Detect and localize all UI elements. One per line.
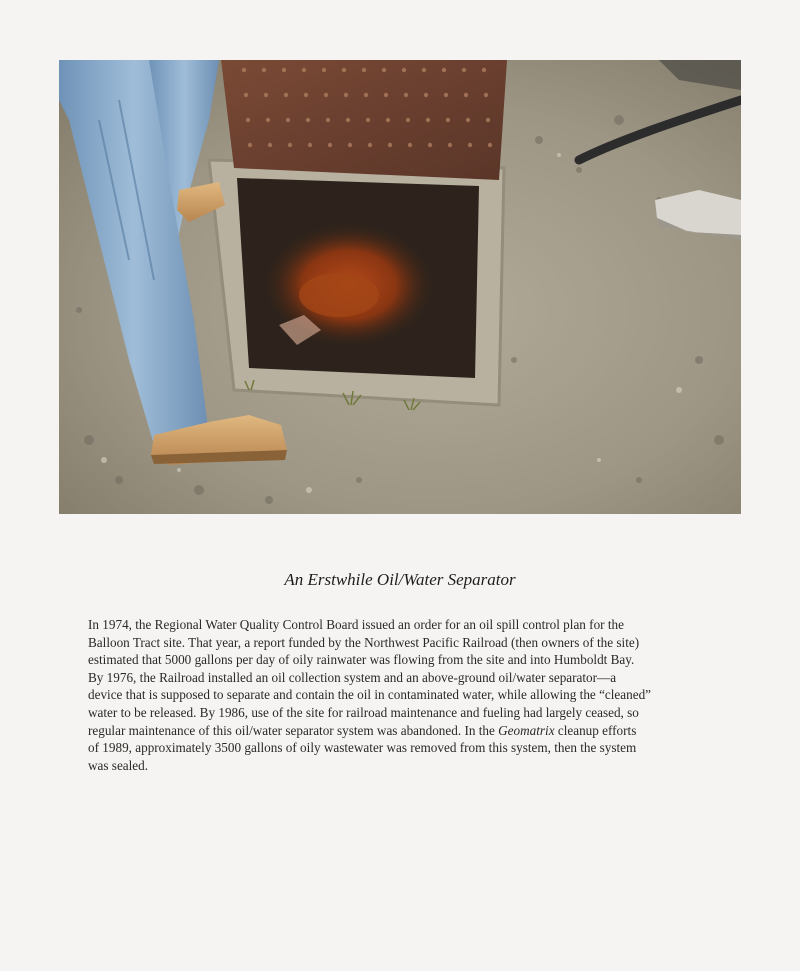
body-paragraph (88, 616, 728, 774)
paragraph-line: device that is supposed to separate and contain the oil in contaminated water, while allowing the “cleaned” (88, 687, 652, 703)
paragraph-line: Balloon Tract site. That year, a report funded by the Northwest Pacific Railroad (then owners of the site) (88, 634, 640, 650)
geomatrix-emphasis: Geomatrix (498, 722, 555, 738)
paragraph-line: estimated that 5000 gallons per day of oily rainwater was flowing from the site and into Humboldt Bay. (88, 652, 635, 668)
paragraph-line: water to be released. By 1986, use of the site for railroad maintenance and fueling had largely ceased, so (88, 704, 639, 720)
paragraph-line: of 1989, approximately 3500 gallons of oily wastewater was removed from this system, then the system (88, 740, 637, 756)
paragraph-line: In 1974, the Regional Water Quality Control Board issued an order for an oil spill control plan for the (88, 617, 624, 632)
paragraph-text: cleanup efforts (554, 722, 637, 738)
paragraph-line: was sealed. (88, 757, 149, 773)
paragraph-text: regular maintenance of this oil/water separator system was abandoned. In the (88, 722, 499, 738)
paragraph-line (88, 722, 728, 740)
photo-caption: An Erstwhile Oil/Water Separator (284, 570, 516, 589)
oil-water-separator-photo (59, 60, 741, 514)
paragraph-line: By 1976, the Railroad installed an oil collection system and an above-ground oil/water separator—a (88, 669, 617, 685)
